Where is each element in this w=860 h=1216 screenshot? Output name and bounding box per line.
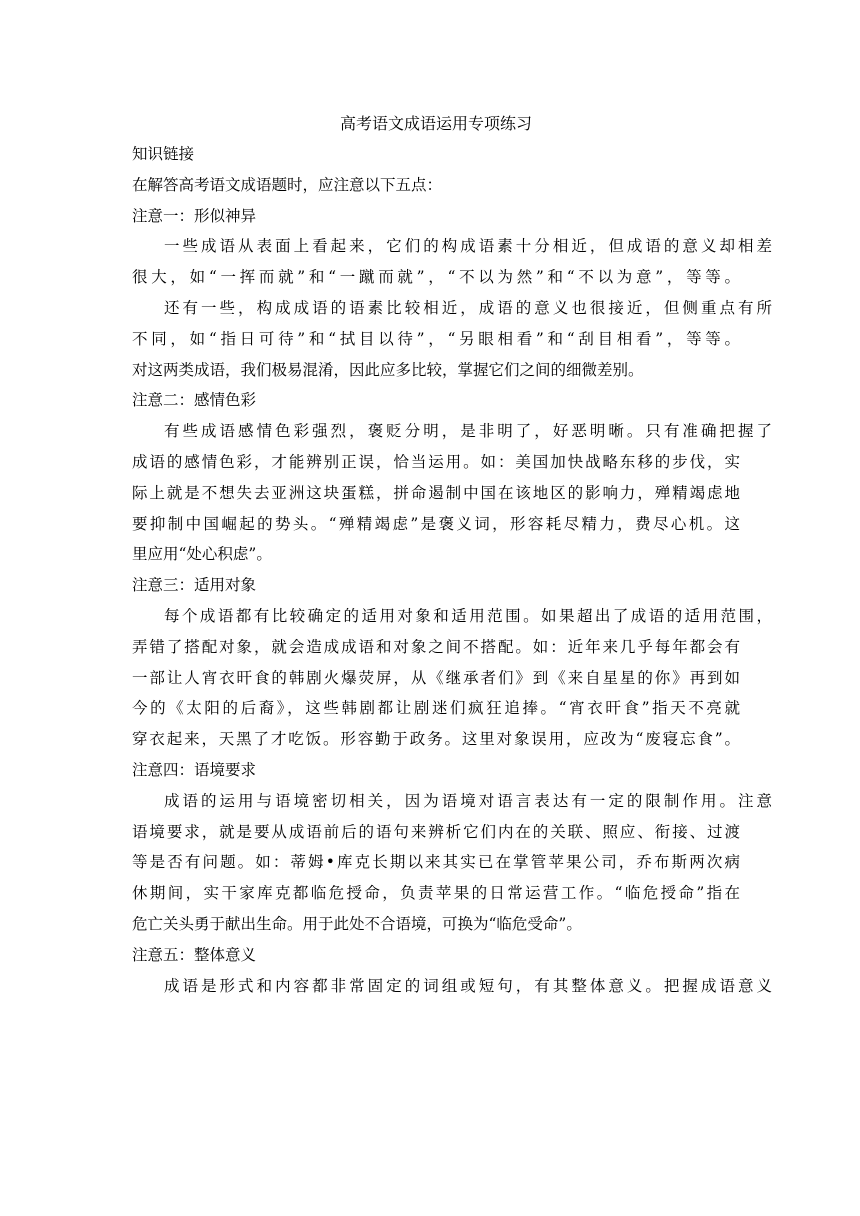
paragraph-line: 不同，如“指日可待”和“拭目以待”，“另眼相看”和“刮目相看”，等等。 (132, 329, 740, 348)
paragraph-line: 一些成语从表面上看起来，它们的构成语素十分相近，但成语的意义却相差 (164, 237, 772, 256)
paragraph-line: 有些成语感情色彩强烈，褒贬分明，是非明了，好恶明晰。只有准确把握了 (164, 422, 772, 441)
point-heading: 注意二：感情色彩 (132, 391, 257, 410)
document-title: 高考语文成语运用专项练习 (339, 114, 532, 133)
paragraph-line: 一部让人宵衣旰食的韩剧火爆荧屏，从《继承者们》到《来自星星的你》再到如 (132, 668, 740, 687)
paragraph-line: 弄错了搭配对象，就会造成成语和对象之间不搭配。如：近年来几乎每年都会有 (132, 637, 740, 656)
point-heading: 注意五：整体意义 (132, 945, 257, 964)
paragraph-line: 成语是形式和内容都非常固定的词组或短句，有其整体意义。把握成语意义 (164, 976, 772, 995)
point-heading: 注意四：语境要求 (132, 760, 257, 779)
paragraph-line: 很大，如“一挥而就”和“一蹴而就”，“不以为然”和“不以为意”，等等。 (132, 268, 740, 287)
paragraph-line: 语境要求，就是要从成语前后的语句来辨析它们内在的关联、照应、衔接、过渡 (132, 822, 740, 841)
paragraph-line: 穿衣起来，天黑了才吃饭。形容勤于政务。这里对象误用，应改为“废寝忘食”。 (132, 730, 740, 749)
paragraph-line: 等是否有问题。如：蒂姆•库克长期以来其实已在掌管苹果公司，乔布斯两次病 (132, 853, 740, 872)
paragraph-line: 际上就是不想失去亚洲这块蛋糕，拼命遏制中国在该地区的影响力，殚精竭虑地 (132, 483, 740, 502)
intro-text: 在解答高考语文成语题时，应注意以下五点： (132, 175, 443, 194)
paragraph-line: 要抑制中国崛起的势头。“殚精竭虑”是褒义词，形容耗尽精力，费尽心机。这 (132, 514, 740, 533)
paragraph-line: 休期间，实干家库克都临危授命，负责苹果的日常运营工作。“临危授命”指在 (132, 884, 740, 903)
paragraph-line: 里应用“处心积虑”。 (132, 545, 272, 564)
point-heading: 注意一：形似神异 (132, 206, 257, 225)
paragraph-line: 成语的运用与语境密切相关，因为语境对语言表达有一定的限制作用。注意 (164, 791, 772, 810)
paragraph-line: 对这两类成语，我们极易混淆，因此应多比较，掌握它们之间的细微差别。 (132, 360, 644, 379)
paragraph-line: 每个成语都有比较确定的适用对象和适用范围。如果超出了成语的适用范围， (164, 606, 772, 625)
point-heading: 注意三：适用对象 (132, 576, 257, 595)
paragraph-line: 今的《太阳的后裔》，这些韩剧都让剧迷们疯狂追捧。“宵衣旰食”指天不亮就 (132, 699, 740, 718)
paragraph-line: 成语的感情色彩，才能辨别正误，恰当运用。如：美国加快战略东移的步伐，实 (132, 452, 740, 471)
section-label: 知识链接 (132, 145, 195, 163)
paragraph-line: 还有一些，构成成语的语素比较相近，成语的意义也很接近，但侧重点有所 (164, 298, 772, 317)
paragraph-line: 危亡关头勇于献出生命。用于此处不合语境，可换为“临危受命”。 (132, 914, 582, 933)
document-page (132, 108, 772, 1001)
